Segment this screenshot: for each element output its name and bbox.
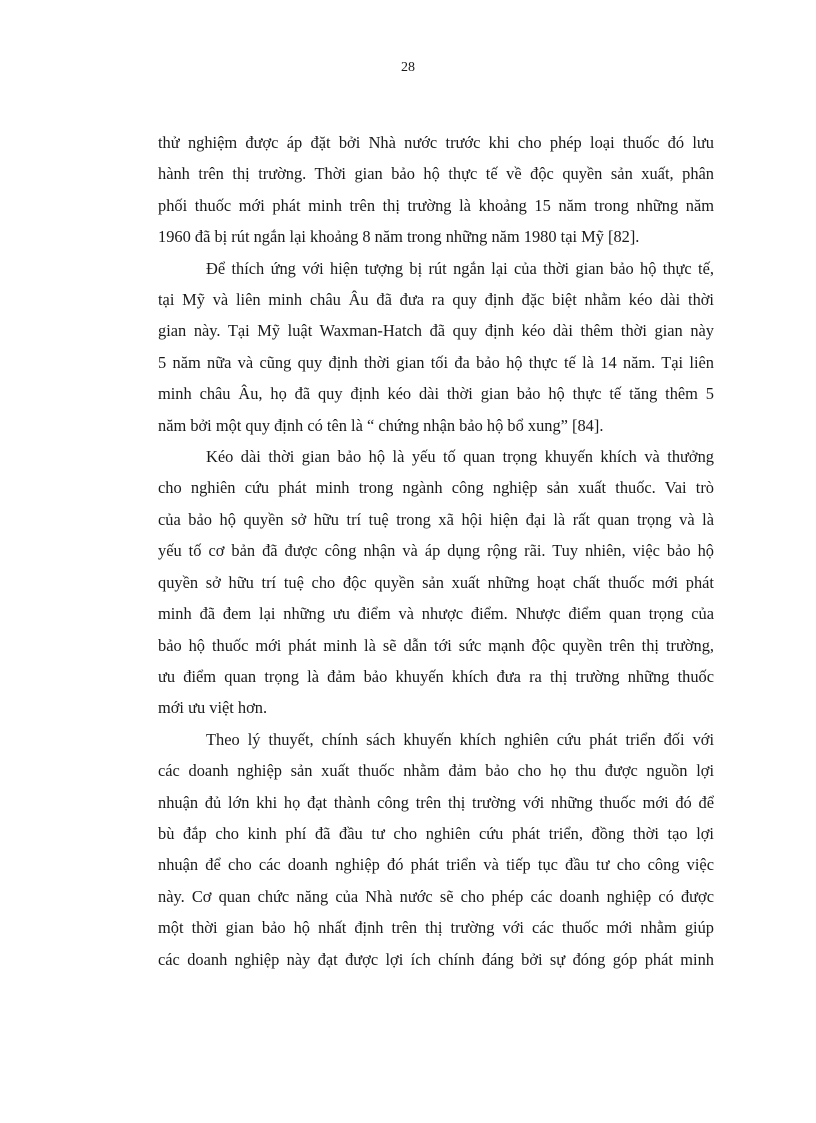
text-line: các doanh nghiệp sản xuất thuốc nhằm đảm bảo cho họ thu được nguồn lợi: [158, 761, 714, 781]
paragraph: [158, 724, 714, 975]
text-line: của bảo hộ quyền sở hữu trí tuệ trong xã hội hiện đại là rất quan trọng và là: [158, 509, 714, 529]
text-line: nhuận để cho các doanh nghiệp đó phát triển và tiếp tục đầu tư cho công việc: [158, 855, 714, 875]
text-line: 5 năm nữa và cũng quy định thời gian tối đa bảo hộ thực tế là 14 năm. Tại liên: [158, 352, 714, 372]
text-line: hành trên thị trường. Thời gian bảo hộ thực tế về độc quyền sản xuất, phân: [158, 164, 714, 184]
text-line: này. Cơ quan chức năng của Nhà nước sẽ cho phép các doanh nghiệp có được: [158, 886, 714, 906]
text-line: phối thuốc mới phát minh trên thị trường là khoảng 15 năm trong những năm: [158, 195, 714, 215]
text-line: nhuận đủ lớn khi họ đạt thành công trên thị trường với những thuốc mới đó để: [158, 792, 714, 812]
text-line: năm bởi một quy định có tên là “ chứng nhận bảo hộ bổ xung” [84].: [158, 415, 604, 435]
text-line: thử nghiệm được áp đặt bởi Nhà nước trước khi cho phép loại thuốc đó lưu: [158, 133, 714, 152]
text-line: bảo hộ thuốc mới phát minh là sẽ dẫn tới sức mạnh độc quyền trên thị trường,: [158, 635, 714, 655]
paragraph: [158, 253, 714, 441]
text-line: bù đắp cho kinh phí đã đầu tư cho nghiên cứu phát triển, đồng thời tạo lợi: [158, 823, 714, 843]
text-line: yếu tố cơ bản đã được công nhận và áp dụng rộng rãi. Tuy nhiên, việc bảo hộ: [158, 541, 714, 561]
text-line: ưu điểm quan trọng là đảm bảo khuyến khích đưa ra thị trường những thuốc: [158, 666, 714, 686]
text-line: các doanh nghiệp này đạt được lợi ích chính đáng bởi sự đóng góp phát minh: [158, 949, 714, 969]
text-line: Theo lý thuyết, chính sách khuyến khích nghiên cứu phát triển đối với: [206, 729, 714, 749]
text-line: tại Mỹ và liên minh châu Âu đã đưa ra quy định đặc biệt nhằm kéo dài thời: [158, 290, 714, 310]
paragraph: [158, 441, 714, 724]
text-line: cho nghiên cứu phát minh trong ngành công nghiệp sản xuất thuốc. Vai trò: [158, 478, 714, 498]
text-line: minh đã đem lại những ưu điểm và nhược điểm. Nhược điểm quan trọng của: [158, 604, 714, 624]
text-line: gian này. Tại Mỹ luật Waxman-Hatch đã quy định kéo dài thêm thời gian này: [158, 321, 714, 341]
text-line: 1960 đã bị rút ngắn lại khoảng 8 năm trong những năm 1980 tại Mỹ [82].: [158, 227, 640, 247]
body-text: [158, 127, 714, 975]
text-line: mới ưu việt hơn.: [158, 698, 268, 718]
text-line: một thời gian bảo hộ nhất định trên thị trường với các thuốc mới nhằm giúp: [158, 918, 714, 938]
paragraph: [158, 127, 714, 253]
page-number: 28: [401, 60, 415, 75]
text-line: Để thích ứng với hiện tượng bị rút ngắn lại của thời gian bảo hộ thực tế,: [206, 258, 714, 278]
text-line: Kéo dài thời gian bảo hộ là yếu tố quan trọng khuyến khích và thưởng: [206, 447, 714, 467]
text-line: quyền sở hữu trí tuệ cho độc quyền sản xuất những hoạt chất thuốc mới phát: [158, 572, 714, 592]
text-line: minh châu Âu, họ đã quy định kéo dài thời gian bảo hộ thực tế tăng thêm 5: [158, 384, 714, 404]
